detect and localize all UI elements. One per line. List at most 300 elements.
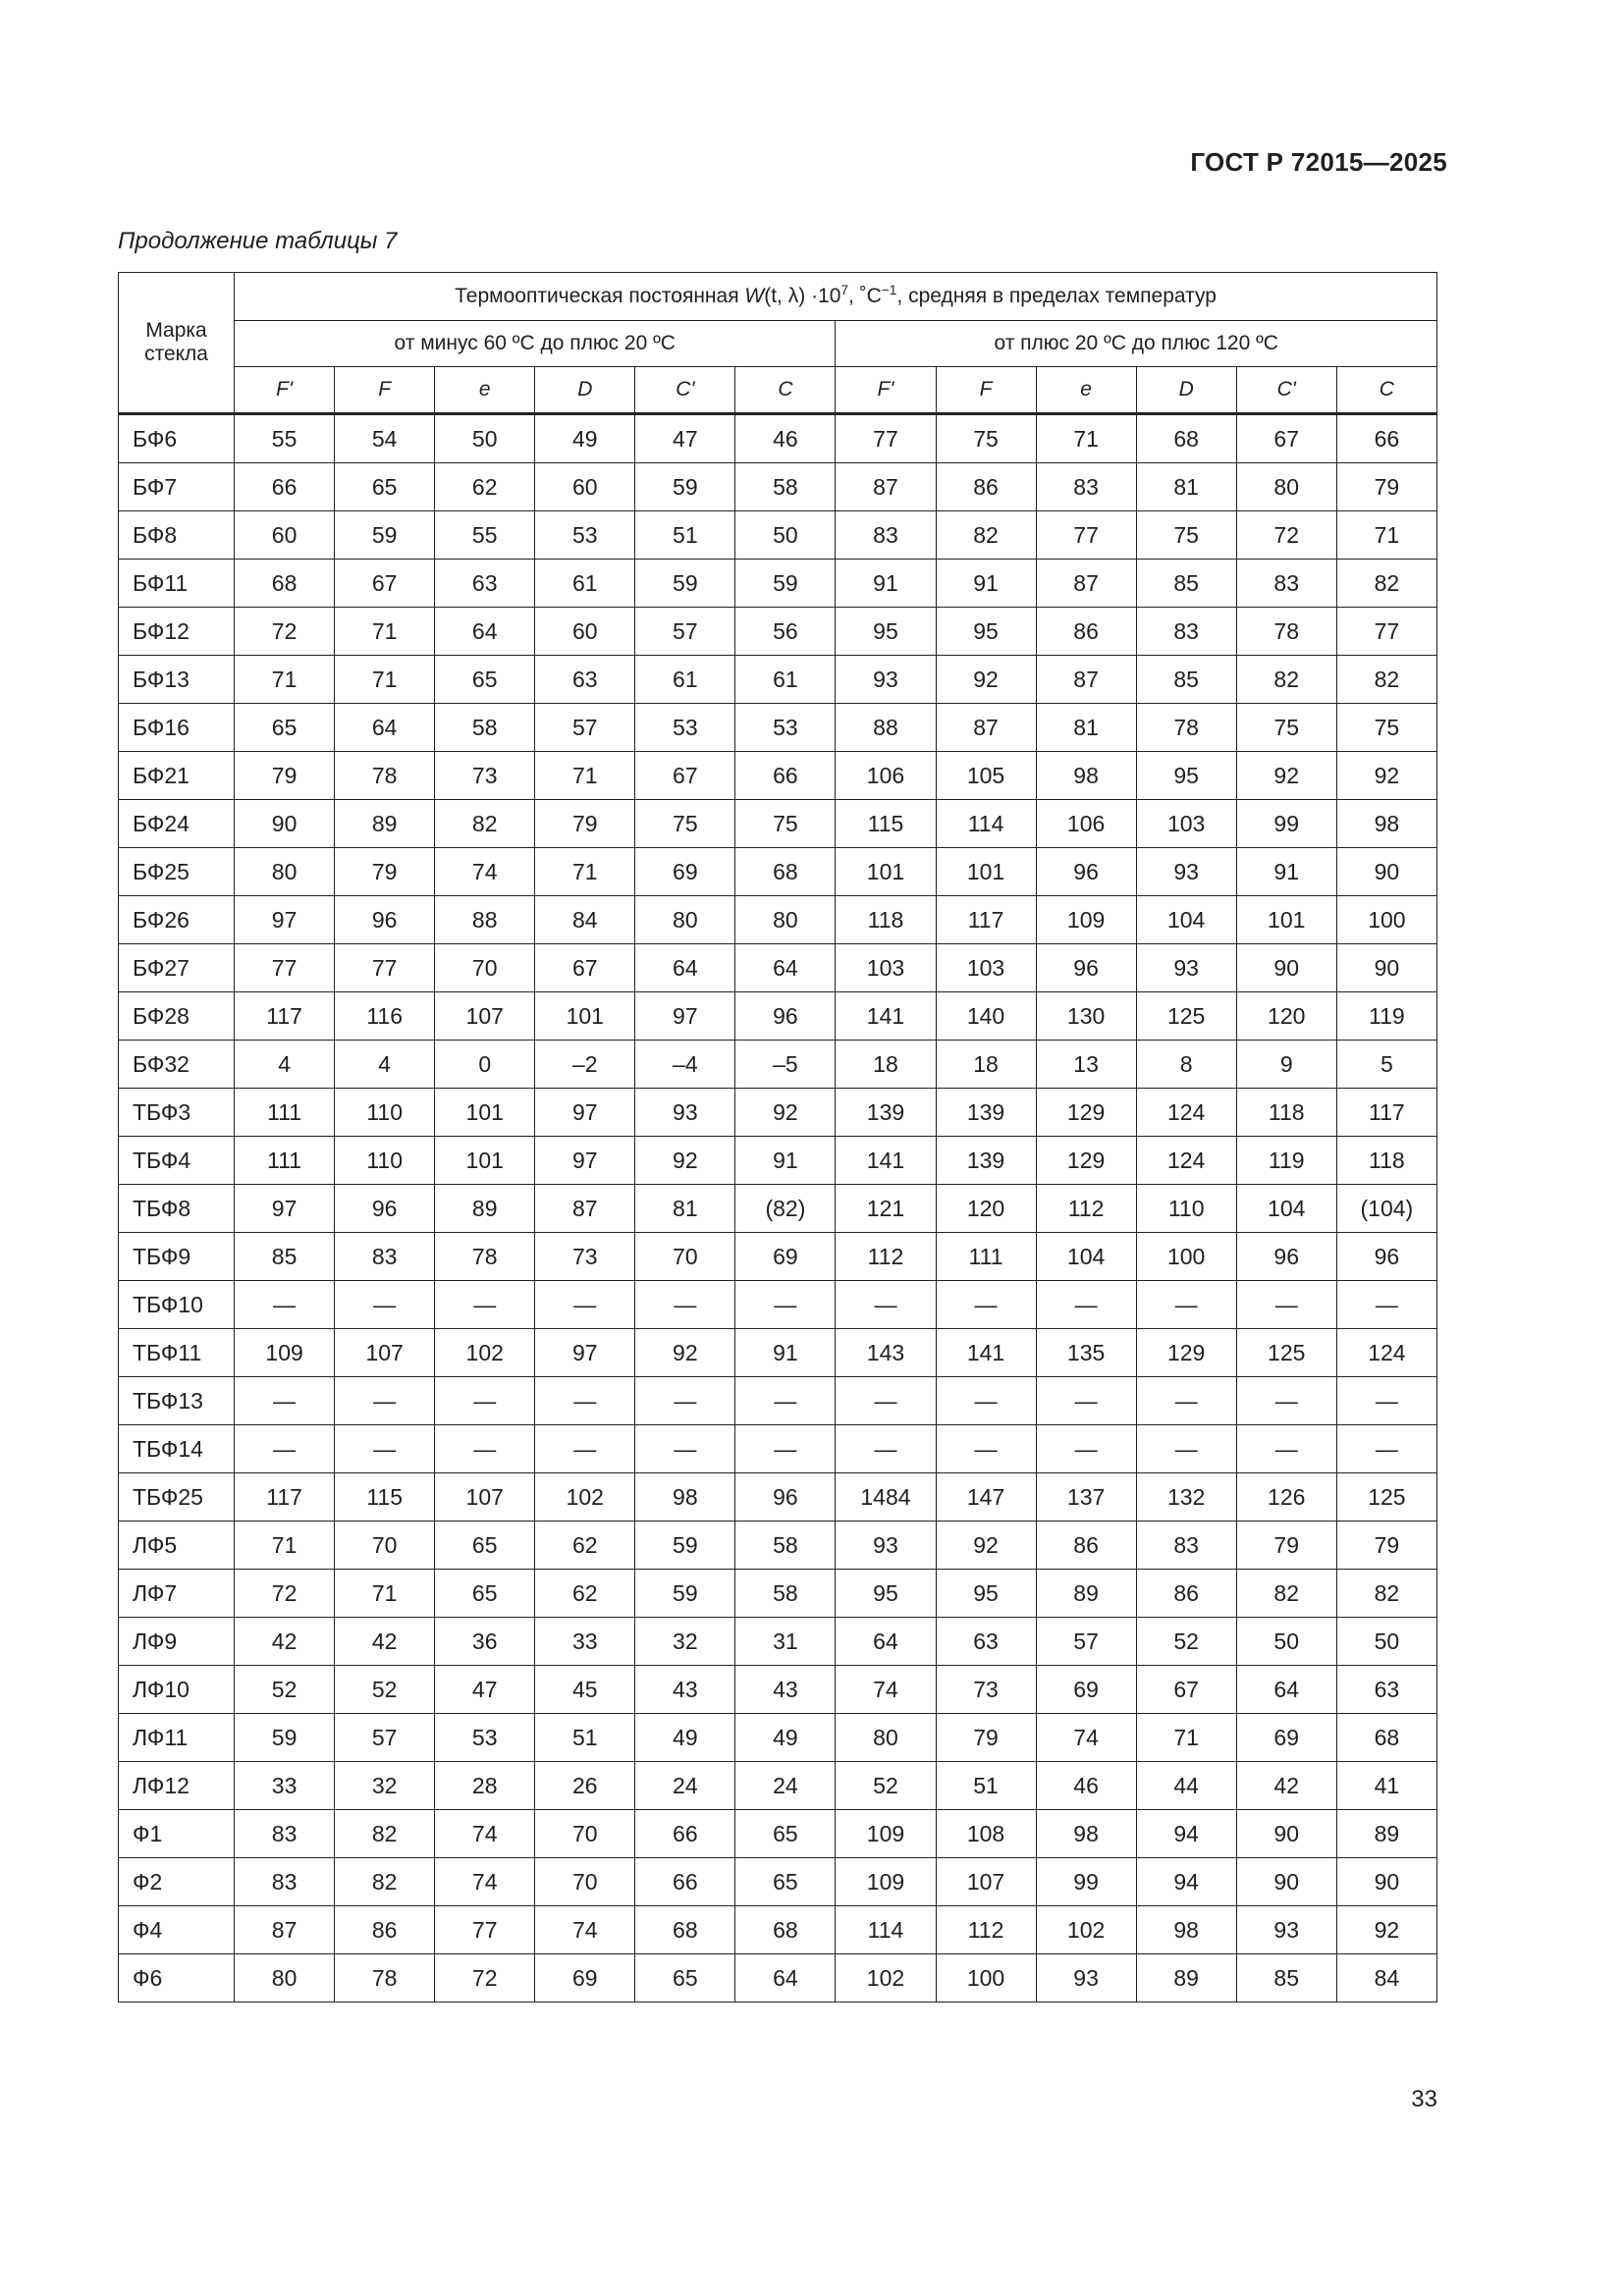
- value-cell: —: [1136, 1281, 1236, 1329]
- value-cell: 81: [1136, 463, 1236, 511]
- value-cell: 89: [435, 1185, 535, 1233]
- value-cell: 96: [735, 1473, 836, 1522]
- value-cell: 92: [635, 1329, 735, 1377]
- value-cell: 32: [335, 1762, 435, 1810]
- value-cell: 112: [836, 1233, 936, 1281]
- value-cell: —: [535, 1425, 635, 1473]
- value-cell: 82: [936, 511, 1036, 560]
- value-cell: —: [1336, 1377, 1436, 1425]
- value-cell: 78: [1136, 704, 1236, 752]
- value-cell: 95: [836, 1570, 936, 1618]
- value-cell: 64: [836, 1618, 936, 1666]
- value-cell: 117: [235, 992, 335, 1041]
- value-cell: 79: [535, 800, 635, 848]
- table-row: [119, 1377, 1437, 1425]
- value-cell: 92: [936, 656, 1036, 704]
- value-cell: 91: [936, 560, 1036, 608]
- value-cell: 108: [936, 1810, 1036, 1858]
- value-cell: —: [836, 1377, 936, 1425]
- value-cell: 63: [936, 1618, 1036, 1666]
- glass-mark-cell: БФ12: [119, 608, 235, 656]
- value-cell: (82): [735, 1185, 836, 1233]
- value-cell: 55: [235, 414, 335, 463]
- value-cell: 67: [535, 944, 635, 992]
- value-cell: 84: [1336, 1954, 1436, 2002]
- value-cell: 61: [735, 656, 836, 704]
- value-cell: 64: [1236, 1666, 1336, 1714]
- value-cell: 56: [735, 608, 836, 656]
- value-cell: 58: [735, 1522, 836, 1570]
- value-cell: —: [1336, 1281, 1436, 1329]
- value-cell: 71: [335, 656, 435, 704]
- value-cell: 58: [735, 463, 836, 511]
- line-header-cell: F: [936, 367, 1036, 414]
- value-cell: 74: [435, 1810, 535, 1858]
- value-cell: 129: [1036, 1137, 1136, 1185]
- value-cell: 69: [1036, 1666, 1136, 1714]
- value-cell: 49: [635, 1714, 735, 1762]
- value-cell: 90: [1236, 1810, 1336, 1858]
- glass-mark-cell: БФ27: [119, 944, 235, 992]
- value-cell: 59: [635, 1522, 735, 1570]
- value-cell: 141: [836, 992, 936, 1041]
- value-cell: 91: [735, 1137, 836, 1185]
- value-cell: —: [1136, 1377, 1236, 1425]
- value-cell: 43: [735, 1666, 836, 1714]
- value-cell: —: [235, 1425, 335, 1473]
- value-cell: 65: [435, 656, 535, 704]
- table-row: [119, 848, 1437, 896]
- value-cell: –4: [635, 1041, 735, 1089]
- value-cell: 71: [535, 752, 635, 800]
- value-cell: —: [936, 1425, 1036, 1473]
- value-cell: 99: [1036, 1858, 1136, 1906]
- table-row: [119, 1425, 1437, 1473]
- value-cell: 103: [1136, 800, 1236, 848]
- value-cell: 50: [735, 511, 836, 560]
- value-cell: 52: [1136, 1618, 1236, 1666]
- table-row: [119, 1618, 1437, 1666]
- value-cell: 103: [936, 944, 1036, 992]
- value-cell: 141: [836, 1137, 936, 1185]
- value-cell: 63: [535, 656, 635, 704]
- value-cell: 0: [435, 1041, 535, 1089]
- value-cell: 96: [1336, 1233, 1436, 1281]
- glass-mark-cell: БФ16: [119, 704, 235, 752]
- value-cell: 51: [635, 511, 735, 560]
- value-cell: 4: [335, 1041, 435, 1089]
- value-cell: 73: [435, 752, 535, 800]
- value-cell: 32: [635, 1618, 735, 1666]
- value-cell: 75: [1136, 511, 1236, 560]
- value-cell: 129: [1136, 1329, 1236, 1377]
- value-cell: 100: [1336, 896, 1436, 944]
- line-header-cell: C': [635, 367, 735, 414]
- table-row: [119, 656, 1437, 704]
- value-cell: 109: [1036, 896, 1136, 944]
- value-cell: 68: [1336, 1714, 1436, 1762]
- value-cell: 112: [936, 1906, 1036, 1954]
- value-cell: 97: [535, 1329, 635, 1377]
- value-cell: —: [735, 1281, 836, 1329]
- value-cell: 89: [1036, 1570, 1136, 1618]
- glass-mark-cell: БФ28: [119, 992, 235, 1041]
- glass-mark-cell: ТБФ25: [119, 1473, 235, 1522]
- value-cell: 111: [936, 1233, 1036, 1281]
- value-cell: 82: [1336, 560, 1436, 608]
- value-cell: 102: [1036, 1906, 1136, 1954]
- value-cell: 147: [936, 1473, 1036, 1522]
- value-cell: 98: [1036, 752, 1136, 800]
- table-row: [119, 1810, 1437, 1858]
- value-cell: 93: [1136, 848, 1236, 896]
- value-cell: 49: [735, 1714, 836, 1762]
- value-cell: 91: [735, 1329, 836, 1377]
- value-cell: 79: [1236, 1522, 1336, 1570]
- table-row: [119, 1570, 1437, 1618]
- value-cell: 77: [435, 1906, 535, 1954]
- table-row: [119, 752, 1437, 800]
- value-cell: 31: [735, 1618, 836, 1666]
- value-cell: 92: [1336, 1906, 1436, 1954]
- value-cell: 4: [235, 1041, 335, 1089]
- value-cell: 139: [836, 1089, 936, 1137]
- value-cell: 71: [235, 1522, 335, 1570]
- title-exp: 7: [840, 283, 849, 297]
- value-cell: 119: [1336, 992, 1436, 1041]
- value-cell: 36: [435, 1618, 535, 1666]
- glass-mark-cell: Ф2: [119, 1858, 235, 1906]
- value-cell: 80: [735, 896, 836, 944]
- value-cell: 59: [635, 1570, 735, 1618]
- value-cell: 90: [1336, 1858, 1436, 1906]
- table-row: [119, 1041, 1437, 1089]
- value-cell: 67: [1236, 414, 1336, 463]
- value-cell: 78: [335, 1954, 435, 2002]
- value-cell: 87: [1036, 656, 1136, 704]
- value-cell: 83: [836, 511, 936, 560]
- value-cell: 65: [435, 1522, 535, 1570]
- glass-mark-cell: ЛФ9: [119, 1618, 235, 1666]
- value-cell: 104: [1136, 896, 1236, 944]
- value-cell: 57: [535, 704, 635, 752]
- value-cell: 18: [936, 1041, 1036, 1089]
- thermo-optic-table: [118, 272, 1437, 2002]
- value-cell: —: [635, 1425, 735, 1473]
- value-cell: –5: [735, 1041, 836, 1089]
- value-cell: 90: [1236, 944, 1336, 992]
- value-cell: 66: [735, 752, 836, 800]
- value-cell: 83: [335, 1233, 435, 1281]
- glass-mark-cell: БФ21: [119, 752, 235, 800]
- mark-column-header: Марка стекла: [119, 273, 235, 414]
- value-cell: 85: [1236, 1954, 1336, 2002]
- value-cell: 93: [836, 1522, 936, 1570]
- glass-mark-cell: БФ25: [119, 848, 235, 896]
- value-cell: 71: [535, 848, 635, 896]
- table-row: [119, 704, 1437, 752]
- value-cell: 68: [235, 560, 335, 608]
- value-cell: —: [1336, 1425, 1436, 1473]
- value-cell: 95: [936, 1570, 1036, 1618]
- value-cell: 64: [435, 608, 535, 656]
- value-cell: 50: [435, 414, 535, 463]
- value-cell: –2: [535, 1041, 635, 1089]
- line-header-cell: F': [235, 367, 335, 414]
- value-cell: 77: [1036, 511, 1136, 560]
- value-cell: 80: [235, 848, 335, 896]
- value-cell: 82: [435, 800, 535, 848]
- glass-mark-cell: БФ6: [119, 414, 235, 463]
- value-cell: 70: [635, 1233, 735, 1281]
- value-cell: 74: [836, 1666, 936, 1714]
- value-cell: 59: [735, 560, 836, 608]
- value-cell: 98: [635, 1473, 735, 1522]
- value-cell: 86: [1036, 1522, 1136, 1570]
- value-cell: 74: [1036, 1714, 1136, 1762]
- table-head: [119, 273, 1437, 414]
- value-cell: 97: [535, 1137, 635, 1185]
- value-cell: —: [535, 1281, 635, 1329]
- value-cell: 92: [635, 1137, 735, 1185]
- glass-mark-cell: Ф1: [119, 1810, 235, 1858]
- value-cell: 54: [335, 414, 435, 463]
- value-cell: —: [335, 1377, 435, 1425]
- value-cell: 75: [735, 800, 836, 848]
- line-header-cell: e: [1036, 367, 1136, 414]
- glass-mark-cell: ТБФ11: [119, 1329, 235, 1377]
- value-cell: —: [435, 1377, 535, 1425]
- value-cell: 109: [836, 1858, 936, 1906]
- value-cell: 70: [535, 1810, 635, 1858]
- table-row: [119, 1858, 1437, 1906]
- value-cell: 66: [635, 1810, 735, 1858]
- value-cell: 70: [335, 1522, 435, 1570]
- value-cell: —: [1136, 1425, 1236, 1473]
- value-cell: 65: [235, 704, 335, 752]
- value-cell: 83: [1236, 560, 1336, 608]
- value-cell: 77: [235, 944, 335, 992]
- value-cell: 77: [335, 944, 435, 992]
- value-cell: 68: [735, 848, 836, 896]
- value-cell: 125: [1236, 1329, 1336, 1377]
- value-cell: 64: [735, 1954, 836, 2002]
- value-cell: 99: [1236, 800, 1336, 848]
- value-cell: 46: [1036, 1762, 1136, 1810]
- glass-mark-cell: БФ11: [119, 560, 235, 608]
- value-cell: 72: [235, 1570, 335, 1618]
- title-prefix: Термооптическая постоянная: [455, 285, 745, 307]
- value-cell: 75: [1236, 704, 1336, 752]
- table-row: [119, 1281, 1437, 1329]
- value-cell: 117: [936, 896, 1036, 944]
- value-cell: 115: [335, 1473, 435, 1522]
- value-cell: 55: [435, 511, 535, 560]
- value-cell: 93: [1136, 944, 1236, 992]
- value-cell: 103: [836, 944, 936, 992]
- title-args: (t, λ): [764, 285, 806, 307]
- value-cell: 5: [1336, 1041, 1436, 1089]
- value-cell: 121: [836, 1185, 936, 1233]
- value-cell: —: [235, 1377, 335, 1425]
- value-cell: 80: [635, 896, 735, 944]
- value-cell: 140: [936, 992, 1036, 1041]
- value-cell: 51: [535, 1714, 635, 1762]
- value-cell: 80: [235, 1954, 335, 2002]
- value-cell: 109: [836, 1810, 936, 1858]
- value-cell: 78: [1236, 608, 1336, 656]
- value-cell: 78: [435, 1233, 535, 1281]
- value-cell: 52: [335, 1666, 435, 1714]
- value-cell: 66: [1336, 414, 1436, 463]
- value-cell: 33: [535, 1618, 635, 1666]
- value-cell: 97: [235, 896, 335, 944]
- value-cell: 139: [936, 1137, 1036, 1185]
- value-cell: —: [1036, 1281, 1136, 1329]
- value-cell: 59: [335, 511, 435, 560]
- value-cell: 110: [1136, 1185, 1236, 1233]
- value-cell: 18: [836, 1041, 936, 1089]
- value-cell: 61: [635, 656, 735, 704]
- value-cell: 70: [435, 944, 535, 992]
- title-unit-exp: −1: [881, 283, 897, 297]
- value-cell: 85: [235, 1233, 335, 1281]
- table-row: [119, 1666, 1437, 1714]
- table-caption: Продолжение таблицы 7: [118, 228, 398, 254]
- glass-mark-cell: ТБФ10: [119, 1281, 235, 1329]
- value-cell: 57: [635, 608, 735, 656]
- value-cell: —: [1236, 1377, 1336, 1425]
- table-row: [119, 1185, 1437, 1233]
- value-cell: 63: [435, 560, 535, 608]
- value-cell: 80: [836, 1714, 936, 1762]
- value-cell: 28: [435, 1762, 535, 1810]
- value-cell: 111: [235, 1137, 335, 1185]
- value-cell: 114: [936, 800, 1036, 848]
- value-cell: 101: [435, 1089, 535, 1137]
- glass-mark-cell: ЛФ7: [119, 1570, 235, 1618]
- value-cell: 83: [235, 1858, 335, 1906]
- glass-mark-cell: ТБФ8: [119, 1185, 235, 1233]
- value-cell: 47: [635, 414, 735, 463]
- value-cell: 59: [635, 463, 735, 511]
- table-row: [119, 1906, 1437, 1954]
- table-body: [119, 414, 1437, 2002]
- glass-mark-cell: БФ32: [119, 1041, 235, 1089]
- value-cell: 93: [1036, 1954, 1136, 2002]
- value-cell: 86: [1136, 1570, 1236, 1618]
- table-row: [119, 992, 1437, 1041]
- value-cell: 78: [335, 752, 435, 800]
- glass-mark-cell: ЛФ12: [119, 1762, 235, 1810]
- value-cell: 59: [635, 560, 735, 608]
- value-cell: 91: [836, 560, 936, 608]
- value-cell: 106: [1036, 800, 1136, 848]
- table-row: [119, 414, 1437, 463]
- group-header-high-range: от плюс 20 ºC до плюс 120 ºC: [836, 321, 1437, 367]
- value-cell: 120: [1236, 992, 1336, 1041]
- value-cell: 65: [735, 1810, 836, 1858]
- value-cell: 42: [1236, 1762, 1336, 1810]
- value-cell: 135: [1036, 1329, 1136, 1377]
- value-cell: 50: [1236, 1618, 1336, 1666]
- value-cell: 79: [235, 752, 335, 800]
- value-cell: 82: [335, 1810, 435, 1858]
- value-cell: 71: [235, 656, 335, 704]
- table-row: [119, 463, 1437, 511]
- value-cell: 110: [335, 1089, 435, 1137]
- value-cell: 101: [435, 1137, 535, 1185]
- value-cell: 44: [1136, 1762, 1236, 1810]
- value-cell: 62: [535, 1522, 635, 1570]
- value-cell: 109: [235, 1329, 335, 1377]
- value-cell: 102: [836, 1954, 936, 2002]
- value-cell: —: [435, 1281, 535, 1329]
- value-cell: —: [535, 1377, 635, 1425]
- value-cell: 43: [635, 1666, 735, 1714]
- value-cell: 71: [1136, 1714, 1236, 1762]
- value-cell: 86: [335, 1906, 435, 1954]
- value-cell: 9: [1236, 1041, 1336, 1089]
- line-header-cell: F: [335, 367, 435, 414]
- value-cell: 65: [335, 463, 435, 511]
- glass-mark-cell: БФ24: [119, 800, 235, 848]
- title-symbol: W: [744, 285, 765, 307]
- line-header-cell: e: [435, 367, 535, 414]
- value-cell: 124: [1136, 1137, 1236, 1185]
- table-row: [119, 511, 1437, 560]
- value-cell: 41: [1336, 1762, 1436, 1810]
- value-cell: 96: [735, 992, 836, 1041]
- value-cell: 68: [1136, 414, 1236, 463]
- value-cell: 94: [1136, 1810, 1236, 1858]
- value-cell: 57: [1036, 1618, 1136, 1666]
- value-cell: —: [435, 1425, 535, 1473]
- value-cell: 58: [735, 1570, 836, 1618]
- value-cell: 88: [435, 896, 535, 944]
- value-cell: 69: [535, 1954, 635, 2002]
- table-row: [119, 1089, 1437, 1137]
- value-cell: 87: [836, 463, 936, 511]
- value-cell: 101: [1236, 896, 1336, 944]
- line-header-cell: C: [1336, 367, 1436, 414]
- value-cell: 119: [1236, 1137, 1336, 1185]
- value-cell: —: [1236, 1425, 1336, 1473]
- value-cell: 71: [335, 1570, 435, 1618]
- table-row: [119, 896, 1437, 944]
- title-suffix: , средняя в пределах температур: [896, 285, 1217, 307]
- value-cell: 64: [735, 944, 836, 992]
- value-cell: 86: [1036, 608, 1136, 656]
- value-cell: 8: [1136, 1041, 1236, 1089]
- value-cell: 98: [1136, 1906, 1236, 1954]
- value-cell: 74: [535, 1906, 635, 1954]
- value-cell: 83: [1136, 1522, 1236, 1570]
- value-cell: 74: [435, 1858, 535, 1906]
- value-cell: 42: [335, 1618, 435, 1666]
- table-row: [119, 1137, 1437, 1185]
- value-cell: 120: [936, 1185, 1036, 1233]
- value-cell: 63: [1336, 1666, 1436, 1714]
- value-cell: —: [635, 1377, 735, 1425]
- value-cell: 95: [936, 608, 1036, 656]
- value-cell: 66: [635, 1858, 735, 1906]
- line-header-cell: D: [1136, 367, 1236, 414]
- value-cell: 102: [535, 1473, 635, 1522]
- value-cell: 52: [235, 1666, 335, 1714]
- value-cell: 83: [235, 1810, 335, 1858]
- value-cell: 24: [735, 1762, 836, 1810]
